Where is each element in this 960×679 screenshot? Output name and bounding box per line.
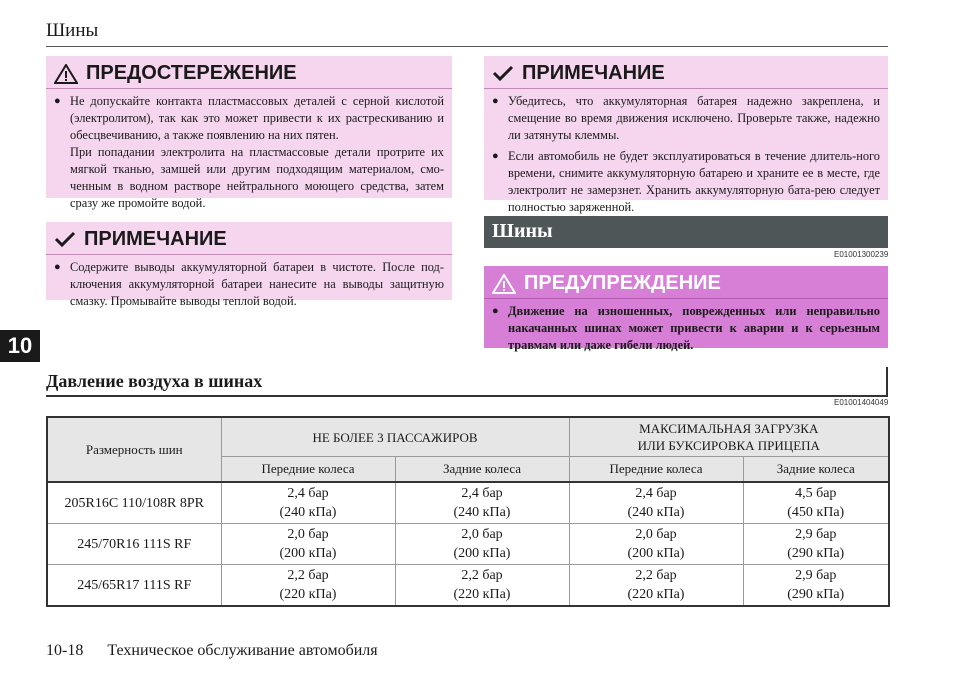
- table-cell: 2,4 бар (240 кПа): [395, 482, 569, 524]
- table-cell: 2,0 бар (200 кПа): [395, 524, 569, 565]
- note-left-item-text: Содержите выводы аккумуляторной батареи в чистоте. После под-ключения аккумуляторной батареи нанесите на выводы защитную смазку. Промывайте выводы теплой водой.: [70, 260, 444, 308]
- table-cell: 2,0 бар (200 кПа): [221, 524, 395, 565]
- table-cell: 2,2 бар (220 кПа): [569, 565, 743, 607]
- danger-box: [484, 266, 888, 352]
- table-header-group1: НЕ БОЛЕЕ 3 ПАССАЖИРОВ: [221, 417, 569, 457]
- tires-section-band: Шины: [484, 216, 888, 248]
- checkmark-icon: [54, 231, 76, 249]
- table-cell: 4,5 бар (450 кПа): [743, 482, 889, 524]
- note-box-right-title: ПРИМЕЧАНИЕ: [522, 62, 665, 84]
- table-row: [47, 482, 889, 524]
- table-cell: 2,0 бар (200 кПа): [569, 524, 743, 565]
- pressure-section-title: Давление воздуха в шинах: [46, 371, 263, 391]
- note-right-item: [492, 93, 880, 144]
- danger-item: [492, 303, 880, 354]
- tires-section-code: E01001300239: [834, 250, 889, 259]
- danger-box-header: [484, 272, 888, 299]
- note-box-left-title: ПРИМЕЧАНИЕ: [84, 228, 227, 250]
- note-box-left: [46, 222, 452, 308]
- checkmark-icon: [492, 65, 514, 83]
- section-bar: [886, 367, 888, 397]
- note-right-item-text-2: Если автомобиль не будет эксплуатироваться в течение длитель-ного времени, снимите аккумуляторную батарею и храните ее в месте, где электролит не замерзнет. Хранить аккумуляторную бата-рею следует полностью заряженной.: [508, 149, 880, 214]
- table-cell-size: 245/65R17 111S RF: [47, 565, 221, 607]
- warning-triangle-icon: [54, 64, 78, 84]
- note-left-item: [54, 259, 444, 310]
- table-cell: 2,9 бар (290 кПа): [743, 565, 889, 607]
- page-number: 10-18: [46, 642, 84, 659]
- table-header-group2-line2: ИЛИ БУКСИРОВКА ПРИЦЕПА: [637, 438, 820, 453]
- footer-title: Техническое обслуживание автомобиля: [107, 642, 378, 659]
- table-cell: 2,9 бар (290 кПа): [743, 524, 889, 565]
- table-header-size: Размерность шин: [47, 417, 221, 482]
- danger-item-text: Движение на изношенных, поврежденных или неправильно накачанных шинах может привести к аварии и к серьезным травмам или даже гибели людей.: [508, 304, 880, 352]
- table-cell: 2,2 бар (220 кПа): [221, 565, 395, 607]
- tire-pressure-table: [46, 416, 890, 607]
- header-rule: [46, 46, 888, 47]
- table-header-group2-line1: МАКСИМАЛЬНАЯ ЗАГРУЗКА: [639, 421, 819, 436]
- page-footer: [46, 642, 378, 660]
- note-right-item: [492, 148, 880, 216]
- danger-box-title: ПРЕДУПРЕЖДЕНИЕ: [524, 272, 721, 294]
- chapter-tab: 10: [0, 330, 40, 362]
- bullet-icon: ●: [492, 150, 499, 162]
- table-cell: 2,4 бар (240 кПа): [221, 482, 395, 524]
- warning-box-header: [46, 62, 452, 89]
- warning-item-text-1: Не допускайте контакта пластмассовых деталей с серной кислотой (электролитом), так как это может привести к их растрескиванию и обесцвечиванию, а также появлению на них пятен.: [70, 94, 444, 142]
- warning-box-title: ПРЕДОСТЕРЕЖЕНИЕ: [86, 62, 297, 84]
- note-right-item-text-1: Убедитесь, что аккумуляторная батарея надежно закреплена, и смещение во время движения исключено. Проверьте также, надежно ли затянуты клеммы.: [508, 94, 880, 142]
- table-subheader: Задние колеса: [743, 457, 889, 483]
- table-row: [47, 524, 889, 565]
- note-box-right-header: [484, 62, 888, 89]
- table-subheader: Задние колеса: [395, 457, 569, 483]
- section-rule: [46, 395, 888, 397]
- pressure-section-code: E01001404049: [834, 398, 889, 407]
- warning-item: [54, 93, 444, 212]
- bullet-icon: ●: [54, 261, 61, 273]
- note-box-left-header: [46, 228, 452, 255]
- bullet-icon: ●: [492, 305, 499, 317]
- warning-triangle-icon: [492, 274, 516, 294]
- table-subheader: Передние колеса: [221, 457, 395, 483]
- table-cell-size: 205R16C 110/108R 8PR: [47, 482, 221, 524]
- bullet-icon: ●: [492, 95, 499, 107]
- table-row: [47, 565, 889, 607]
- table-header-group2: [569, 417, 889, 457]
- bullet-icon: ●: [54, 95, 61, 107]
- note-box-right: [484, 56, 888, 214]
- warning-item-text-2: При попадании электролита на пластмассовые детали протрите их мягкой тканью, замшей или другим подходящим материалом, смо-ченным в водном растворе нейтрального моющего средства, затем сразу же промойте водой.: [70, 145, 444, 210]
- table-cell: 2,2 бар (220 кПа): [395, 565, 569, 607]
- table-cell: 2,4 бар (240 кПа): [569, 482, 743, 524]
- table-cell-size: 245/70R16 111S RF: [47, 524, 221, 565]
- warning-box: [46, 56, 452, 210]
- table-subheader: Передние колеса: [569, 457, 743, 483]
- page-header-title: Шины: [46, 20, 99, 41]
